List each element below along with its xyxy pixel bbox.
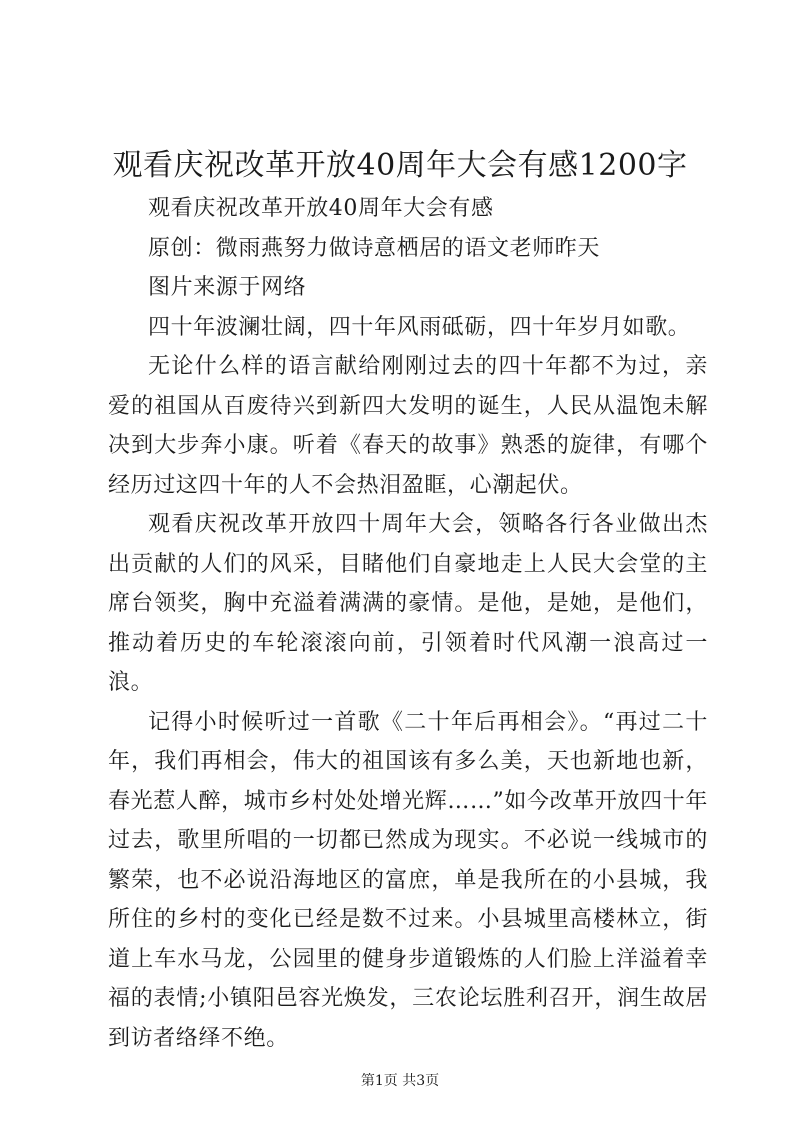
page-title: 观看庆祝改革开放40周年大会有感1200字 bbox=[112, 148, 688, 183]
paragraph-intro: 四十年波澜壮阔，四十年风雨砥砺，四十年岁月如歌。 bbox=[148, 314, 691, 340]
paragraph-author: 原创：微雨燕努力做诗意栖居的语文老师昨天 bbox=[148, 235, 601, 261]
paragraph-body: 记得小时候听过一首歌《二十年后再相会》。“再过二十年，我们再相会，伟大的祖国该有多么美，天也新地也新，春光惹人醉，城市乡村处处增光辉……”如今改革开放四十年过去，歌里所唱的一切都已然成为现实。不必说一线城市的繁荣，也不必说沿海地区的富庶，单是我所在的小县城，我所住的乡村的变化已经是数不过来。小县城里高楼林立，街道上车水马龙，公园里的健身步道锻炼的人们脸上洋溢着幸福的表情;小镇阳邑容光焕发，三农论坛胜利召开，润生故居到访者络绎不绝。 bbox=[108, 709, 708, 1051]
paragraph-body: 无论什么样的语言献给刚刚过去的四十年都不为过，亲爱的祖国从百废待兴到新四大发明的诞生，人民从温饱未解决到大步奔小康。听着《春天的故事》熟悉的旋律，有哪个经历过这四十年的人不会热泪盈眶，心潮起伏。 bbox=[108, 354, 708, 498]
paragraph-body: 观看庆祝改革开放四十周年大会，领略各行各业做出杰出贡献的人们的风采，目睹他们自豪地走上人民大会堂的主席台领奖，胸中充溢着满满的豪情。是他，是她，是他们，推动着历史的车轮滚滚向前，引领着时代风潮一浪高过一浪。 bbox=[108, 512, 708, 695]
page-footer: 第1页 共3页 bbox=[360, 1073, 440, 1089]
document-body bbox=[108, 189, 708, 1058]
paragraph-subtitle: 观看庆祝改革开放40周年大会有感 bbox=[148, 196, 494, 221]
paragraph-image-source: 图片来源于网络 bbox=[148, 275, 307, 300]
